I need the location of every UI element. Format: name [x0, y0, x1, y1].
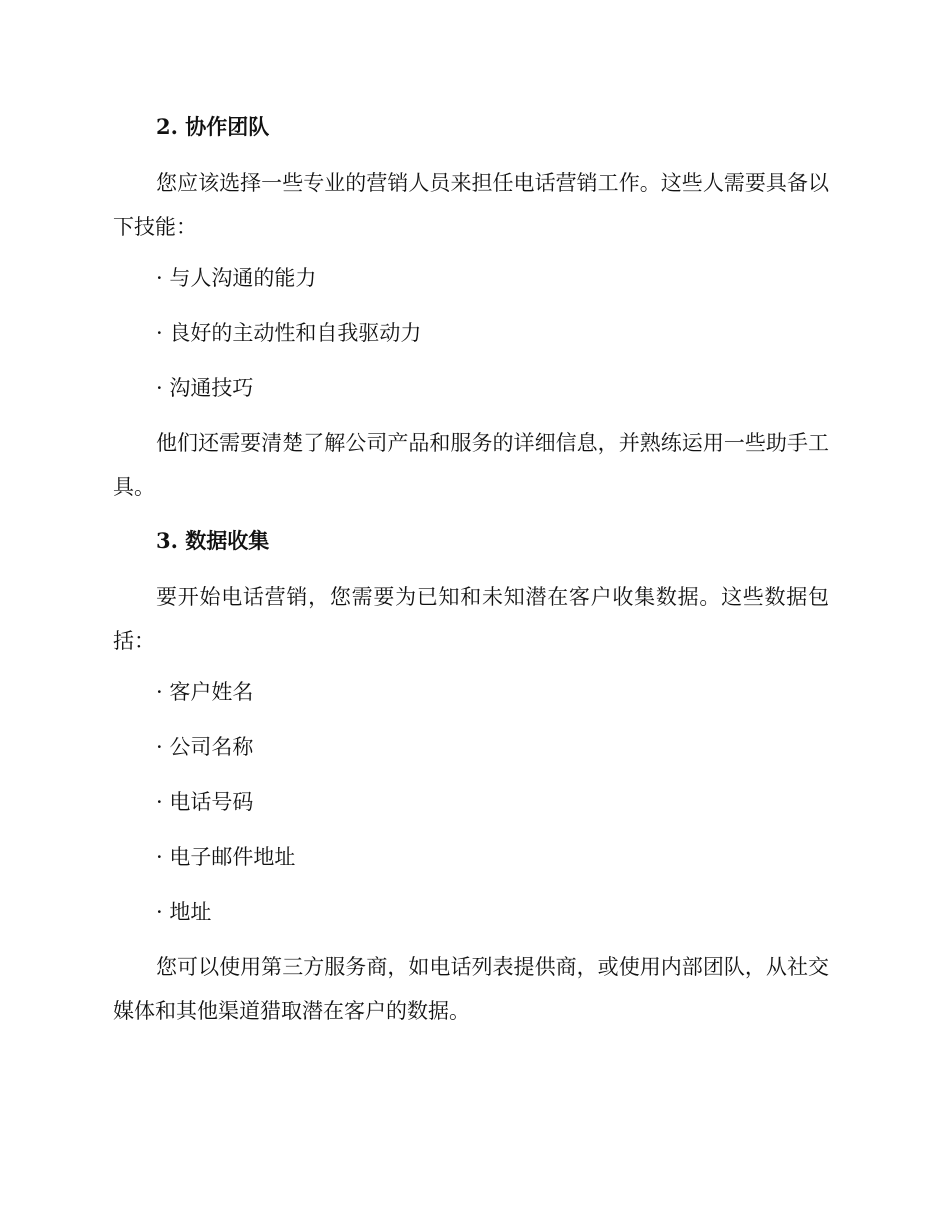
section-3-heading: 3. 数据收集 [156, 528, 270, 553]
section-2-bullet-3: · 沟通技巧 [156, 376, 254, 400]
section-2-intro-paragraph: 您应该选择一些专业的营销人员来担任电话营销工作。这些人需要具备以下技能： [113, 171, 829, 239]
section-2-outro-paragraph: 他们还需要清楚了解公司产品和服务的详细信息，并熟练运用一些助手工具。 [113, 431, 829, 499]
section-3-intro-paragraph: 要开始电话营销，您需要为已知和未知潜在客户收集数据。这些数据包括： [113, 585, 829, 653]
section-3-outro-paragraph: 您可以使用第三方服务商，如电话列表提供商，或使用内部团队，从社交媒体和其他渠道猎取潜在客户的数据。 [113, 955, 829, 1023]
section-3-bullet-2: · 公司名称 [156, 735, 254, 759]
section-3-bullet-3: · 电话号码 [156, 790, 254, 814]
section-2-bullet-2: · 良好的主动性和自我驱动力 [156, 321, 422, 345]
section-3-bullet-4: · 电子邮件地址 [156, 845, 296, 869]
section-2-heading: 2. 协作团队 [156, 114, 270, 139]
section-2-bullet-1: · 与人沟通的能力 [156, 266, 317, 290]
section-3-bullet-5: · 地址 [156, 900, 212, 924]
section-3-bullet-1: · 客户姓名 [156, 680, 254, 704]
